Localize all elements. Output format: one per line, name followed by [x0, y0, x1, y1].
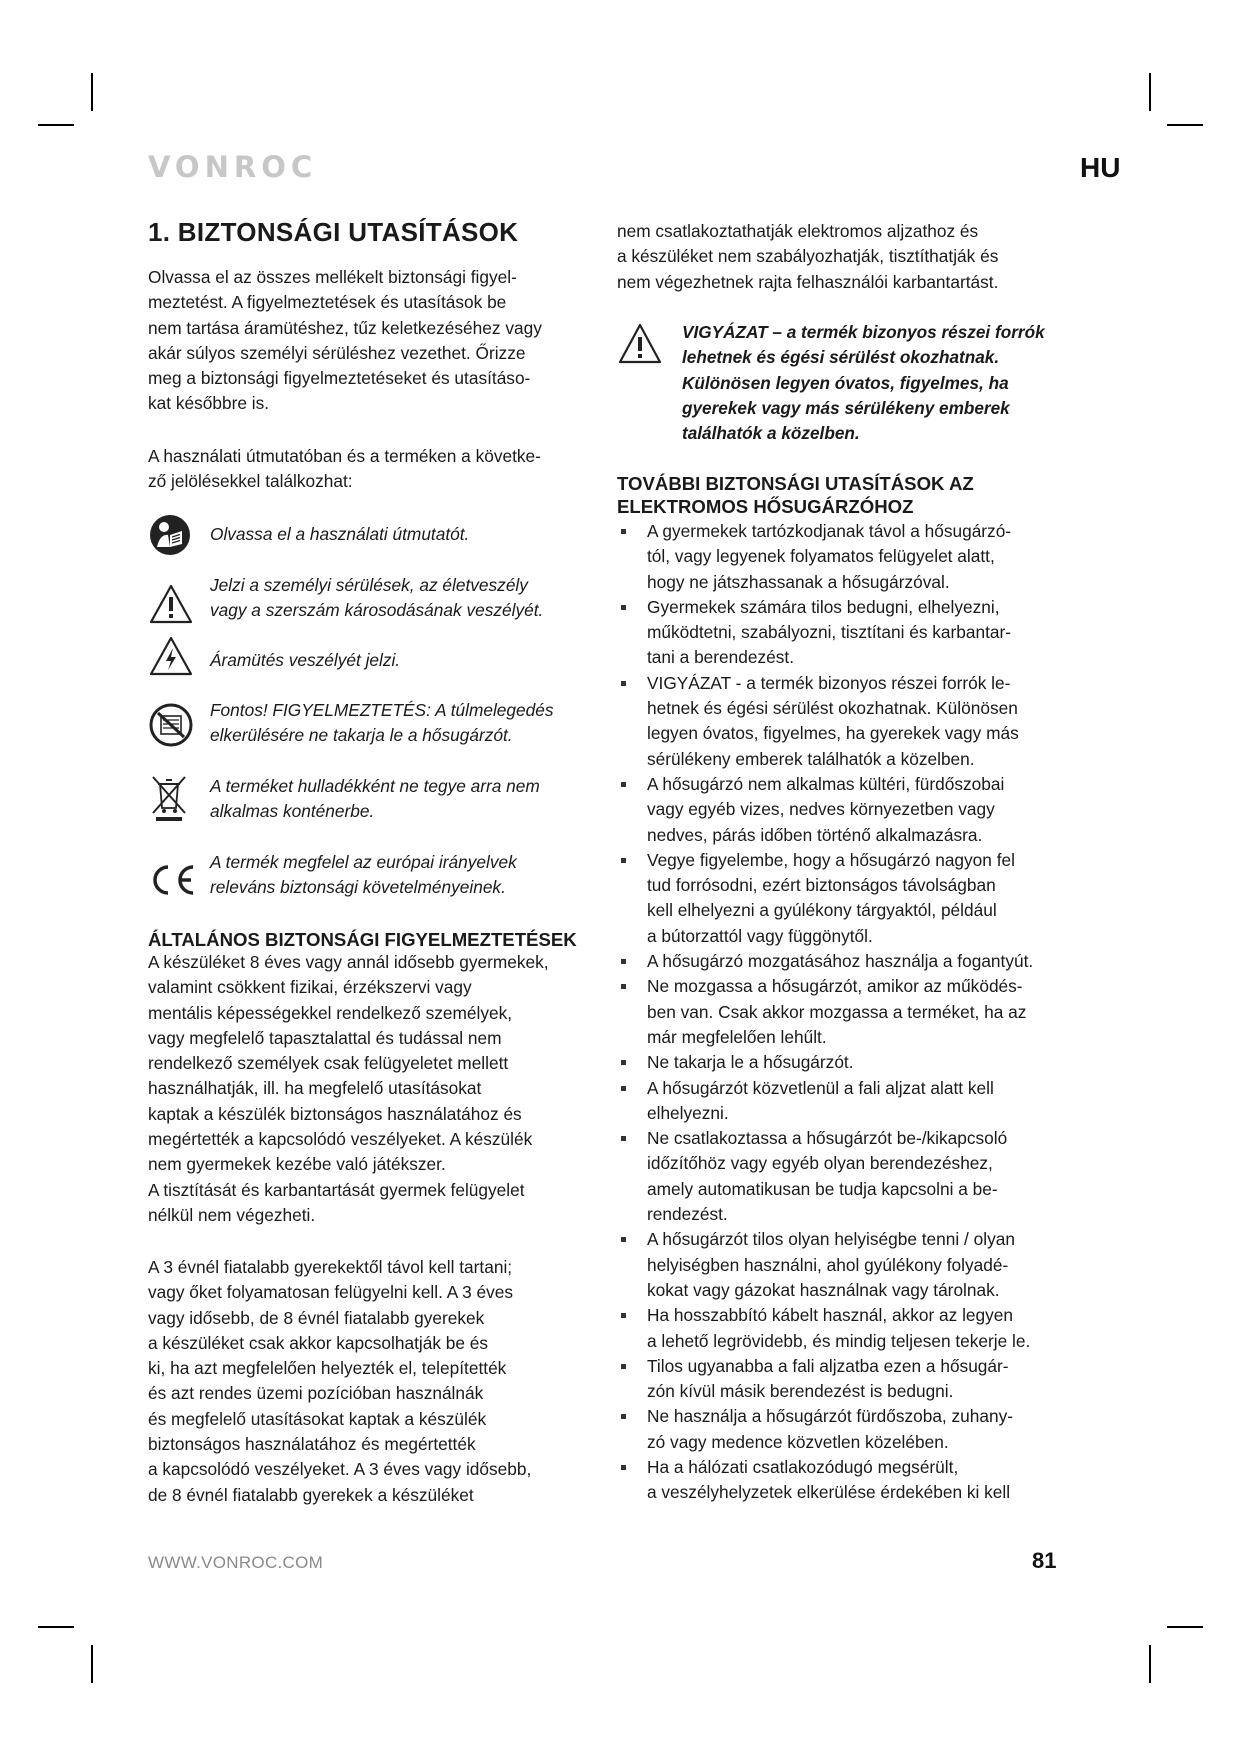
crop-mark	[38, 1626, 74, 1628]
symbol-text: Fontos! FIGYELMEZTETÉS: A túlmelegedés elkerülésére ne takarja le a hősugárzót.	[210, 700, 554, 746]
weee-bin-icon	[148, 772, 190, 822]
symbol-text: A terméket hulladékként ne tegye arra nem alkalmas konténerbe.	[210, 776, 540, 822]
list-item: Vegye figyelembe, hogy a hősugárzó nagyon fel tud forrósodni, ezért biztonságos távolságban kell elhelyezni a gyúlékony tárgyaktól, például a bútorzattól vagy függönytől.	[617, 848, 1077, 949]
crop-mark	[1149, 73, 1151, 111]
caution-text: VIGYÁZAT – a termék bizonyos részei forrók lehetnek és égési sérülést okozhatnak. Különösen legyen óvatos, figyelmes, ha gyerekek vagy más sérülékeny emberek találhatók a közelben.	[682, 322, 1045, 444]
electric-shock-icon	[148, 635, 194, 677]
language-code: HU	[1080, 152, 1121, 183]
list-item: Ne használja a hősugárzót fürdőszoba, zuhany- zó vagy medence közvetlen közelében.	[617, 1404, 1077, 1455]
symbols-intro: A használati útmutatóban és a terméken a követke- ző jelölésekkel találkozhat:	[148, 446, 541, 492]
list-item: Tilos ugyanabba a fali aljzatba ezen a hősugár- zón kívül másik berendezést is bedugni.	[617, 1354, 1077, 1405]
list-item: Ne takarja le a hősugárzót.	[617, 1050, 1077, 1075]
heater-instructions-list	[617, 519, 1077, 1506]
section-title: 1. BIZTONSÁGI UTASÍTÁSOK	[148, 217, 519, 247]
symbol-text: Olvassa el a használati útmutatót.	[210, 524, 470, 544]
list-item: Ha hosszabbító kábelt használ, akkor az legyen a lehető legrövidebb, és mindig teljesen tekerje le.	[617, 1303, 1077, 1354]
continuation-text: nem csatlakoztathatják elektromos aljzathoz és a készüléket nem szabályozhatják, tisztíthatják és nem végezhetnek rajta felhasználói karbantartást.	[617, 221, 999, 292]
brand-logo: VONROC	[148, 150, 318, 184]
do-not-cover-icon	[148, 702, 194, 748]
list-item: A hősugárzó mozgatásához használja a fogantyút.	[617, 949, 1077, 974]
crop-mark	[1167, 1626, 1203, 1628]
children-warnings-text: A 3 évnél fiatalabb gyerekektől távol kell tartani; vagy őket folyamatosan felügyelni kell. A 3 éves vagy idősebb, de 8 évnél fiatalabb gyerekek a készüléket csak akkor kapcsolhatják be és ki, ha azt megfelelően helyezték el, telepítették és azt rendes üzemi pozícióban használnák és megfelelő utasításokat kaptak a készülék biztonságos használatához és megértették a kapcsolódó veszélyeket. A 3 éves vagy idősebb, de 8 évnél fiatalabb gyerekek a készüléket	[148, 1257, 532, 1505]
intro-paragraph: Olvassa el az összes mellékelt biztonsági figyel- meztetést. A figyelmeztetések és utasítások be nem tartása áramütéshez, tűz keletkezéséhez vagy akár súlyos személyi sérüléshez vezethet. Őrizze meg a biztonsági figyelmeztetéseket és utasításo- kat későbbre is.	[148, 267, 542, 414]
list-item: A hősugárzót tilos olyan helyiségbe tenni / olyan helyiségben használni, ahol gyúlékony folyadé- kokat vagy gázokat használnak vagy tárolnak.	[617, 1227, 1077, 1303]
general-warnings-heading: ÁLTALÁNOS BIZTONSÁGI FIGYELMEZTETÉSEK	[148, 929, 577, 950]
general-warnings-text: A készüléket 8 éves vagy annál idősebb gyermekek, valamint csökkent fizikai, érzékszervi vagy mentális képességekkel rendelkező személyek, vagy megfelelő tapasztalattal és tudással nem rendelkező személyek csak felügyeletet mellett használhatják, ill. ha megfelelő utasításokat kaptak a készülék biztonságos használatához és megértették a kapcsolódó veszélyeket. A készülék nem gyermekek kezébe való játékszer. A tisztítását és karbantartását gyermek felügyelet nélkül nem végezheti.	[148, 952, 549, 1225]
crop-mark	[1149, 1645, 1151, 1683]
crop-mark	[91, 1645, 93, 1683]
list-item: A gyermekek tartózkodjanak távol a hősugárzó- tól, vagy legyenek folyamatos felügyelet alatt, hogy ne játszhassanak a hősugárzóval.	[617, 519, 1077, 595]
list-item: A hősugárzót közvetlenül a fali aljzat alatt kell elhelyezni.	[617, 1076, 1077, 1127]
crop-mark	[38, 124, 74, 126]
list-item: VIGYÁZAT - a termék bizonyos részei forrók le- hetnek és égési sérülést okozhatnak. Különösen legyen óvatos, figyelmes, ha gyerekek vagy más sérülékeny emberek találhatók a közelben.	[617, 671, 1077, 772]
caution-triangle-icon	[617, 322, 663, 366]
footer-url[interactable]: WWW.VONROC.COM	[148, 1553, 324, 1572]
crop-mark	[1167, 124, 1203, 126]
list-item: Ha a hálózati csatlakozódugó megsérült, a veszélyhelyzetek elkerülése érdekében ki kell	[617, 1455, 1077, 1506]
read-manual-icon	[148, 513, 192, 557]
heater-instructions-heading: TOVÁBBI BIZTONSÁGI UTASÍTÁSOK AZ ELEKTROMOS HŐSUGÁRZÓHOZ	[617, 473, 974, 517]
page-number: 81	[1032, 1548, 1057, 1573]
symbol-text: A termék megfelel az európai irányelvek releváns biztonsági követelményeinek.	[210, 852, 517, 898]
list-item: Gyermekek számára tilos bedugni, elhelyezni, működtetni, szabályozni, tisztítani és karbantar- tani a berendezést.	[617, 595, 1077, 671]
ce-mark-icon	[148, 862, 198, 898]
list-item: A hősugárzó nem alkalmas kültéri, fürdőszobai vagy egyéb vizes, nedves környezetben vagy nedves, párás időben történő alkalmazásra.	[617, 772, 1077, 848]
list-item: Ne mozgassa a hősugárzót, amikor az működés- ben van. Csak akkor mozgassa a terméket, ha az már megfelelően lehűlt.	[617, 974, 1077, 1050]
warning-triangle-icon	[148, 583, 194, 625]
symbol-text: Jelzi a személyi sérülések, az életveszély vagy a szerszám károsodásának veszélyét.	[210, 575, 544, 621]
crop-mark	[91, 73, 93, 111]
list-item: Ne csatlakoztassa a hősugárzót be-/kikapcsoló időzítőhöz vagy egyéb olyan berendezéshez, amely automatikusan be tudja kapcsolni a be- rendezést.	[617, 1126, 1077, 1227]
symbol-text: Áramütés veszélyét jelzi.	[210, 650, 401, 670]
